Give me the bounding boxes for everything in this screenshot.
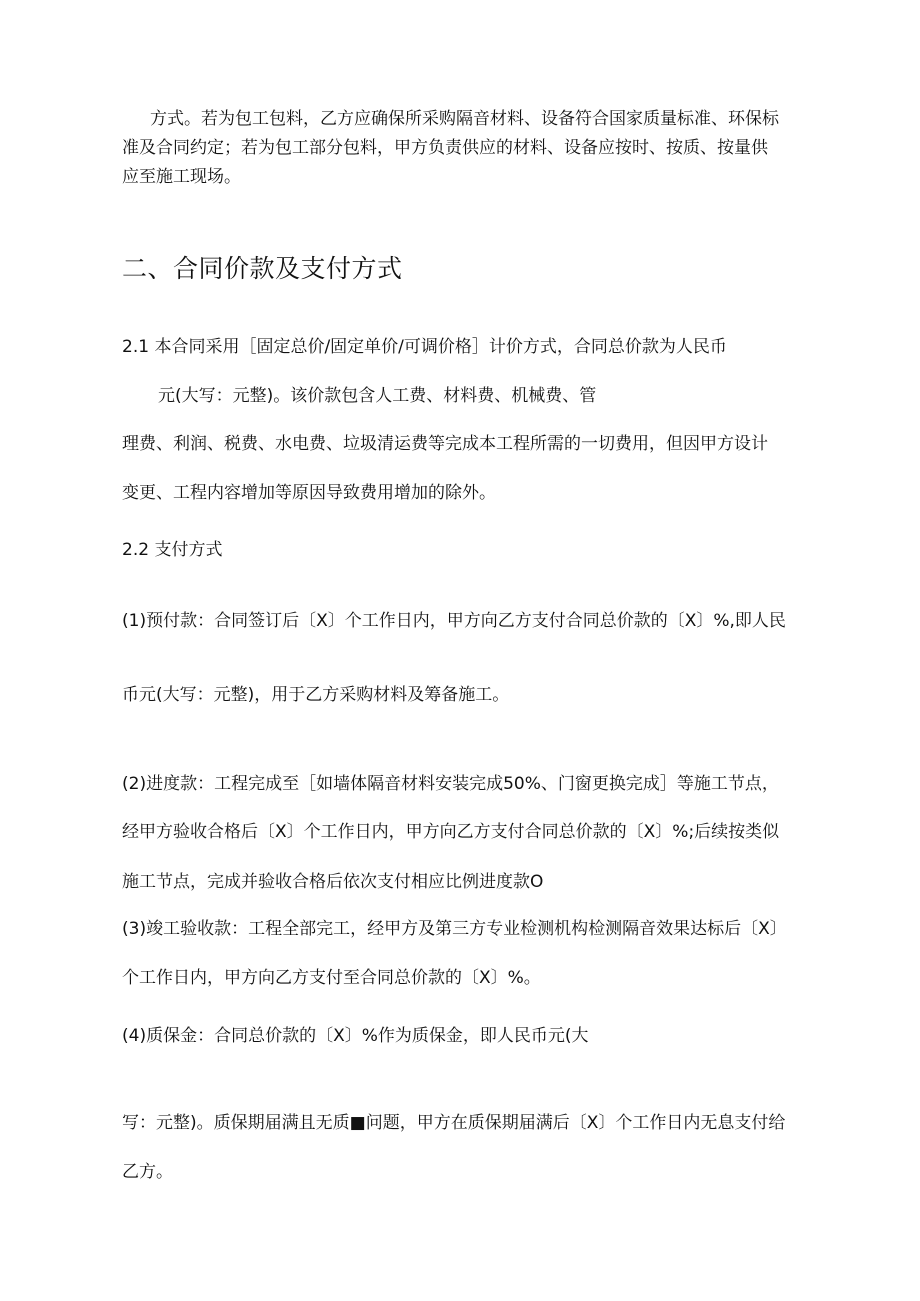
section-heading: 二、合同价款及支付方式 <box>122 254 403 283</box>
prepayment-line-2: 币元(大写：元整)，用于乙方采购材料及筹备施工。 <box>122 685 510 705</box>
clause-2-1-line-1: 2.1 本合同采用［固定总价/固定单价/可调价格］计价方式，合同总价款为人民币 <box>122 337 727 357</box>
warranty-deposit-line-1: (4)质保金：合同总价款的〔X〕%作为质保金，即人民币元(大 <box>122 1026 589 1046</box>
intro-line-2: 准及合同约定；若为包工部分包料，甲方负责供应的材料、设备应按时、按质、按量供 <box>122 138 768 158</box>
progress-payment-line-1: (2)进度款：工程完成至［如墙体隔音材料安装完成50%、门窗更换完成］等施工节点， <box>122 774 779 794</box>
intro-line-1: 方式。若为包工包料，乙方应确保所采购隔音材料、设备符合国家质量标准、环保标 <box>150 109 779 129</box>
clause-2-1-line-4: 变更、工程内容增加等原因导致费用增加的除外。 <box>122 483 496 503</box>
warranty-deposit-line-3: 乙方。 <box>122 1162 173 1182</box>
clause-2-1-line-2: 元(大写：元整)。该价款包含人工费、材料费、机械费、管 <box>158 386 597 406</box>
clause-2-1-line-3: 理费、利润、税费、水电费、垃圾清运费等完成本工程所需的一切费用，但因甲方设计 <box>122 434 768 454</box>
completion-payment-line-1: (3)竣工验收款：工程全部完工，经甲方及第三方专业检测机构检测隔音效果达标后〔X〕 <box>122 919 787 939</box>
warranty-deposit-line-2: 写：元整)。质保期届满且无质■问题，甲方在质保期届满后〔X〕个工作日内无息支付给 <box>122 1113 786 1133</box>
intro-line-3: 应至施工现场。 <box>122 167 241 187</box>
progress-payment-line-2: 经甲方验收合格后〔X〕个工作日内，甲方向乙方支付合同总价款的〔X〕%;后续按类似 <box>122 822 780 842</box>
clause-2-2-title: 2.2 支付方式 <box>122 540 223 560</box>
completion-payment-line-2: 个工作日内，甲方向乙方支付至合同总价款的〔X〕%。 <box>122 968 541 988</box>
prepayment-line-1: (1)预付款：合同签订后〔X〕个工作日内，甲方向乙方支付合同总价款的〔X〕%,即人民 <box>122 611 786 631</box>
progress-payment-line-3: 施工节点，完成并验收合格后依次支付相应比例进度款O <box>122 872 544 892</box>
